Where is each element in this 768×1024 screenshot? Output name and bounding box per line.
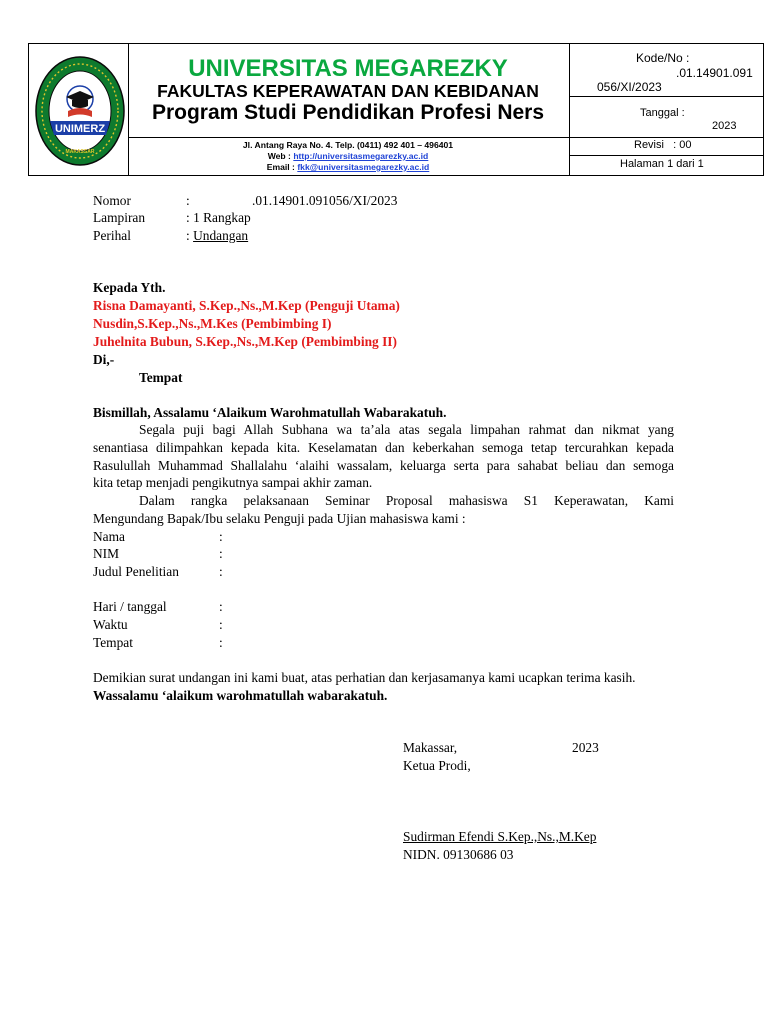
signature-name: Sudirman Efendi S.Kep.,Ns.,M.Kep	[403, 829, 597, 844]
di-line: Di,-	[93, 352, 115, 367]
field-tempat-label: Tempat	[93, 635, 133, 650]
para2-line-1: Dalam rangka pelaksanaan Seminar Proposal mahasiswa S1 Keperawatan, Kami	[139, 493, 674, 508]
faculty-name: FAKULTAS KEPERAWATAN DAN KEBIDANAN	[157, 81, 539, 101]
university-name: UNIVERSITAS MEGAREZKY	[188, 55, 508, 82]
field-tempat-sep: :	[219, 635, 223, 650]
recipient-3: Juhelnita Bubun, S.Kep.,Ns.,M.Kep (Pembimbing II)	[93, 334, 397, 349]
meta-nomor-value: .01.14901.091056/XI/2023	[252, 193, 398, 208]
to-heading: Kepada Yth.	[93, 280, 166, 295]
signature-city: Makassar,	[403, 740, 458, 755]
date-value: 2023	[712, 120, 737, 132]
meta-perihal-label: Perihal	[93, 228, 131, 243]
field-hari-sep: :	[219, 599, 223, 614]
logo-name-text: UNIMERZ	[54, 123, 106, 135]
field-nim-sep: :	[219, 546, 223, 561]
closing-salam: Wassalamu ‘alaikum warohmatullah wabarakatuh.	[93, 688, 388, 703]
address-line: Jl. Antang Raya No. 4. Telp. (0411) 492 401 – 496401	[242, 140, 454, 150]
field-waktu-sep: :	[219, 617, 223, 632]
web-link[interactable]: http://universitasmegarezky.ac.id	[293, 151, 429, 161]
meta-perihal-row	[186, 228, 248, 244]
field-nim-label: NIM	[93, 546, 120, 561]
para1-line-1: Segala puji bagi Allah Subhana wa ta’ala atas segala limpahan rahmat dan nikmat yang	[139, 422, 674, 437]
email-link[interactable]: fkk@universitasmegarezky.ac.id	[297, 162, 430, 172]
program-name: Program Studi Pendidikan Profesi Ners	[151, 101, 545, 124]
page-text: Halaman 1 dari 1	[620, 158, 704, 170]
meta-nomor-sep: :	[186, 193, 190, 208]
closing-text: Demikian surat undangan ini kami buat, atas perhatian dan kerjasamanya kami ucapkan terima kasih.	[93, 670, 636, 685]
field-nama-label: Nama	[93, 529, 125, 544]
logo-city-text: MAKASSAR	[65, 149, 95, 155]
meta-perihal-value: Undangan	[193, 228, 249, 243]
field-judul-label: Judul Penelitian	[93, 564, 179, 579]
signature-nidn: NIDN. 09130686 03	[403, 847, 514, 862]
para2-line-2: Mengundang Bapak/Ibu selaku Penguji pada Ujian mahasiswa kami :	[93, 511, 466, 526]
code-value-2: 056/XI/2023	[597, 80, 662, 94]
greeting: Bismillah, Assalamu ‘Alaikum Warohmatullah Wabarakatuh.	[93, 405, 447, 420]
para1-line-4: kita tetap menjadi pengikutnya sampai akhir zaman.	[93, 475, 373, 490]
recipient-1: Risna Damayanti, S.Kep.,Ns.,M.Kep (Penguji Utama)	[93, 298, 400, 313]
meta-lampiran-value: : 1 Rangkap	[186, 210, 251, 225]
meta-perihal-sep: :	[186, 228, 194, 243]
revision-text: Revisi : 00	[634, 139, 692, 151]
web-label: Web :	[267, 151, 294, 161]
field-judul-sep: :	[219, 564, 223, 579]
email-line	[128, 162, 568, 172]
date-label: Tanggal :	[640, 107, 685, 119]
para1-line-3: Rasulullah Muhammad Shallalahu ‘alaihi wassalam, keluarga serta para sahabat beliau dan semoga	[93, 458, 674, 473]
email-label: Email :	[266, 162, 298, 172]
web-line	[128, 151, 568, 161]
meta-lampiran-label: Lampiran	[93, 210, 146, 225]
recipient-2: Nusdin,S.Kep.,Ns.,M.Kes (Pembimbing I)	[93, 316, 332, 331]
signature-role: Ketua Prodi,	[403, 758, 471, 773]
field-nama-sep: :	[219, 529, 223, 544]
meta-nomor-label: Nomor	[93, 193, 131, 208]
university-seal-logo	[34, 55, 126, 167]
para1-line-2: senantiasa dilimpahkan kepada kita. Keselamatan dan keberkahan semoga tetap tercurahkan kepada	[93, 440, 674, 455]
tempat-line: Tempat	[139, 370, 183, 385]
code-label: Kode/No :	[636, 51, 690, 65]
code-value-1: .01.14901.091	[676, 66, 753, 80]
signature-year: 2023	[572, 740, 599, 755]
field-hari-label: Hari / tanggal	[93, 599, 167, 614]
field-waktu-label: Waktu	[93, 617, 128, 632]
